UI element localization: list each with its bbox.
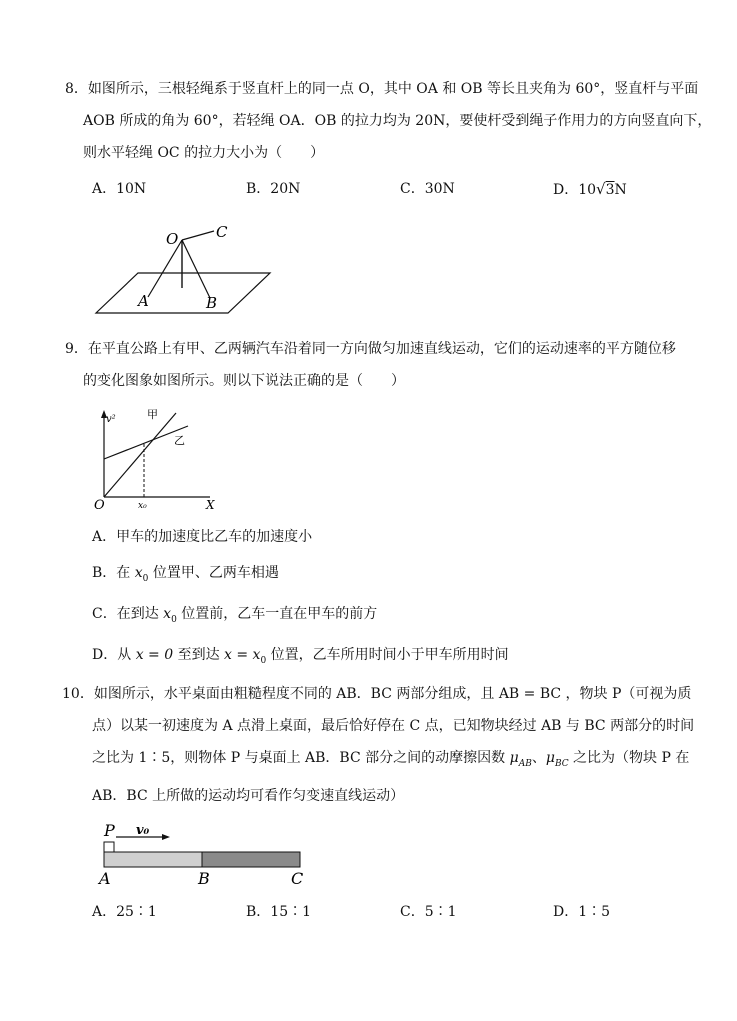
q10-stem-line1: 10．如图所示，水平桌面由粗糙程度不同的 AB．BC 两部分组成，且 AB = BC ，物块 P（可视为质 (62, 686, 692, 702)
q9-option-d-mid: 至到达 (173, 647, 225, 663)
q8-option-d-suffix: N (614, 182, 627, 198)
q9-option-d-eq2-sub: 0 (260, 655, 267, 666)
q8-option-b: B．20N (246, 181, 301, 197)
q8-option-d-radicand: 3 (605, 182, 615, 198)
q10-option-d: D．1∶5 (553, 904, 611, 920)
q10-label-c: C (291, 869, 304, 888)
q9-stem-line1: 9．在平直公路上有甲、乙两辆汽车沿着同一方向做匀加速直线运动，它们的运动速率的平方随位移 (65, 341, 676, 357)
q10-block-p (104, 842, 114, 852)
q9-origin: O (94, 498, 105, 513)
q10-segment-ab (104, 852, 202, 867)
q10-option-c: C．5∶1 (400, 904, 457, 920)
q8-stem-line1: 8．如图所示，三根轻绳系于竖直杆上的同一点 O，其中 OA 和 OB 等长且夹角为 60°，竖直杆与平面 (65, 81, 699, 97)
q9-x0-label: x₀ (138, 501, 147, 511)
q8-plane (96, 273, 270, 313)
q10-velocity-arrowhead (162, 834, 170, 840)
q9-option-c-var: x (163, 606, 172, 622)
q8-label-b: B (206, 294, 218, 312)
q8-rope-oa (148, 240, 182, 297)
q9-stem-line2: 的变化图象如图所示。则以下说法正确的是（ ） (83, 373, 405, 389)
q10-sep: 、 (531, 750, 546, 766)
q9-option-d-post: 位置，乙车所用时间小于甲车所用时间 (266, 647, 509, 663)
q8-rope-oc (182, 231, 214, 240)
q10-figure (92, 818, 322, 890)
q8-option-d (553, 180, 627, 199)
q9-label-yi: 乙 (174, 434, 185, 447)
q8-rope-ob (182, 240, 210, 298)
sqrt-symbol: √ (596, 180, 606, 198)
q9-option-b-var: x (134, 565, 143, 581)
q8-option-d-prefix: D．10 (553, 182, 597, 198)
q8-figure (90, 222, 290, 322)
q10-mu-bc-sub: BC (554, 758, 569, 769)
q10-option-a: A．25∶1 (92, 904, 157, 920)
q9-option-c-post: 位置前，乙车一直在甲车的前方 (176, 606, 378, 622)
q10-label-a: A (99, 869, 111, 888)
q9-option-c-sub: 0 (171, 614, 177, 625)
q8-option-c: C．30N (400, 181, 455, 197)
q9-option-d-pre: D．从 (92, 647, 136, 663)
q9-option-a: A．甲车的加速度比乙车的加速度小 (92, 529, 313, 545)
q10-stem-line3-pre: 之比为 1∶5，则物体 P 与桌面上 AB．BC 部分之间的动摩擦因数 (92, 750, 510, 766)
q9-option-c-pre: C．在到达 (92, 606, 164, 622)
q9-ylabel: v² (106, 414, 116, 425)
q10-option-b: B．15∶1 (246, 904, 312, 920)
q10-label-v0: v₀ (136, 823, 150, 838)
q9-label-jia: 甲 (147, 408, 158, 421)
q8-stem-line2: AOB 所成的角为 60°，若轻绳 OA．OB 的拉力均为 20N，要使杆受到绳子作用力的方向竖直向下， (83, 113, 712, 129)
q8-option-a: A．10N (92, 181, 147, 197)
q10-stem-line3-post: 之比为（物块 P 在 (568, 750, 690, 766)
q9-option-d (92, 646, 509, 670)
q9-option-d-eq2: x = x (224, 647, 261, 663)
q10-stem-line4: AB．BC 上所做的运动均可看作匀变速直线运动） (92, 788, 405, 804)
q10-stem-line3 (92, 749, 689, 773)
q9-option-b (92, 564, 279, 588)
q10-mu-ab-symbol: μ (509, 750, 519, 766)
q9-option-b-post: 位置甲、乙两车相遇 (148, 565, 279, 581)
q8-label-c: C (216, 223, 228, 241)
q8-label-o: O (166, 230, 179, 248)
q8-stem-line3: 则水平轻绳 OC 的拉力大小为（ ） (83, 145, 325, 161)
q9-option-d-eq1: x = 0 (135, 647, 174, 663)
q9-option-c (92, 605, 377, 629)
q10-mu-ab-sub: AB (518, 758, 532, 769)
q9-option-b-pre: B．在 (92, 565, 135, 581)
q8-label-a: A (138, 292, 149, 310)
q9-xlabel: X (206, 498, 215, 512)
q9-option-b-sub: 0 (142, 573, 149, 584)
q10-stem-line2: 点）以某一初速度为 A 点滑上桌面，最后恰好停在 C 点，已知物块经过 AB 与 BC 两部分的时间 (92, 718, 695, 734)
q10-segment-bc (202, 852, 300, 867)
q10-label-b: B (198, 869, 210, 888)
q9-figure (92, 405, 222, 513)
q10-label-p: P (104, 821, 115, 840)
q10-mu-bc-symbol: μ (545, 750, 555, 766)
